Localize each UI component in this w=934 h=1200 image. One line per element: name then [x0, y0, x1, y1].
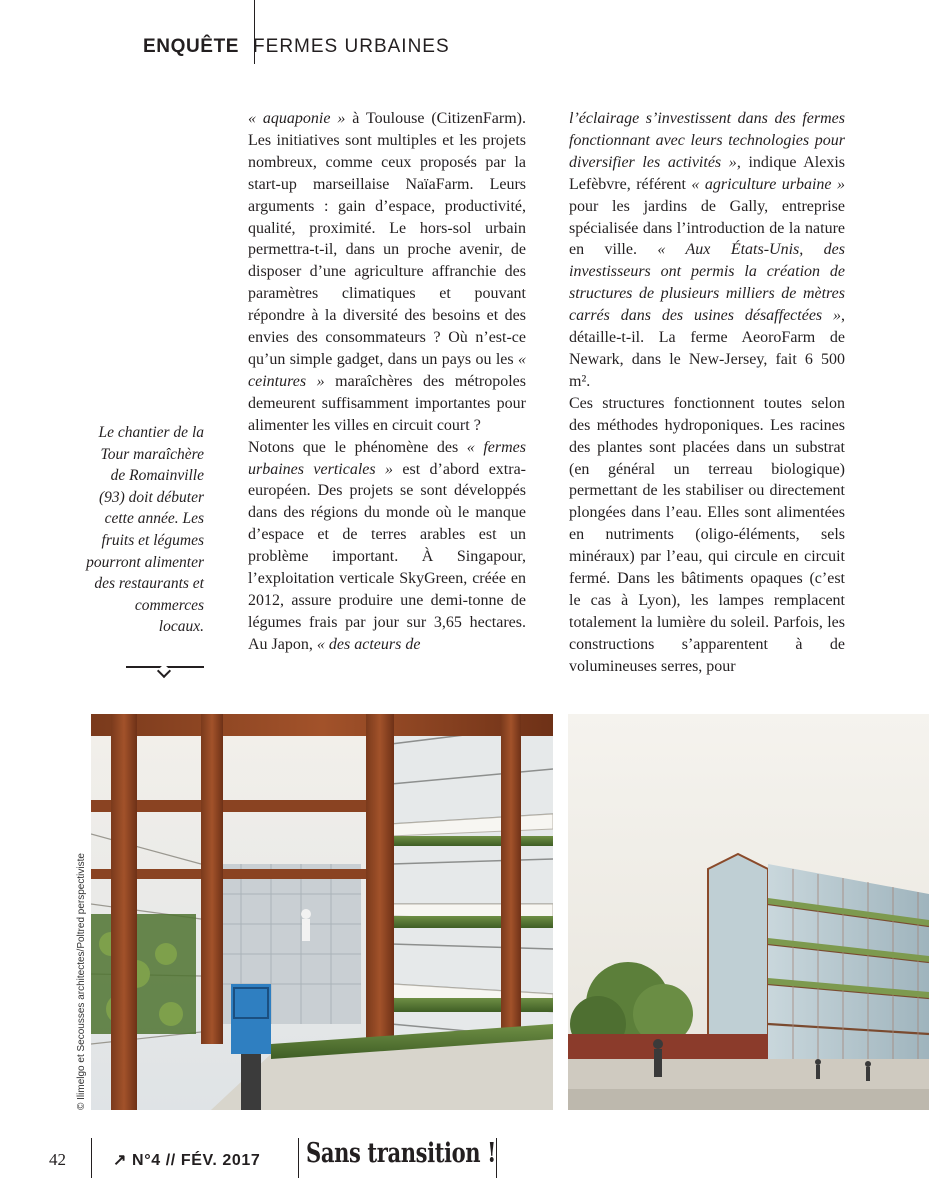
paragraph [569, 108, 845, 393]
page-header [143, 34, 450, 60]
text-run: à Toulouse (CitizenFarm). Les initiatives sont multiples et les projets nombreux, comme ceux proposés par la start-up marseillaise NaïaFarm. Leurs arguments : gain d’espace, productivité, qualité, proximité. Le hors-sol urbain permettra-t-il, dans un proche avenir, de disposer d’une agriculture affranchie des paramètres climatiques et pouvant répondre à la diversité des besoins et des envies des consommateurs ? Où n’est-ce qu’un simple gadget, dans un pays ou les [248, 110, 526, 368]
text-run: est d’abord extra-européen. Des projets se sont développés dans des régions du monde où le manque d’espace et de terres arables est un problème important. À Singapour, l’exploitation verticale SkyGreen, créée en 2012, assure produire une demi-tonne de légumes frais par jour sur 3,65 hectares. Au Japon, [248, 460, 526, 653]
issue-label: ↗ N°4 // FÉV. 2017 [113, 1152, 261, 1169]
photo-credit: © Ilimelgo et Secousses architectes/Poltred perspectiviste [76, 853, 87, 1110]
tower-exterior-photo [568, 714, 929, 1110]
footer-divider-3 [496, 1138, 497, 1178]
paragraph [569, 393, 845, 678]
italic-run: « ceintures » [248, 350, 526, 390]
italic-run: « agriculture urbaine » [691, 175, 846, 193]
footer-divider-1 [91, 1138, 92, 1178]
article-column-1 [248, 108, 526, 656]
article-column-2 [569, 108, 845, 678]
text-run: maraîchères des métropoles demeurent suffisamment importantes pour alimenter les villes en circuit court ? [248, 372, 527, 434]
text-run: , détaille-t-il. La ferme AeoroFarm de Newark, dans le New-Jersey, fait 6 500 m². [569, 307, 845, 390]
paragraph [248, 437, 526, 656]
italic-run: « aquaponie » [248, 110, 346, 127]
text-run: Notons que le phénomène des [248, 438, 467, 456]
topic-label: FERMES URBAINES [253, 36, 450, 57]
tower-interior-photo [91, 714, 553, 1110]
italic-run: « fermes urbaines verticales » [248, 438, 527, 478]
italic-run: l’éclairage s’investissent dans des fermes fonctionnant avec leurs technologies pour diversifier les activités » [569, 110, 845, 171]
photo-caption: Le chantier de la Tour maraîchère de Romainville (93) doit débuter cette année. Les fruits et légumes pourront alimenter des restaurants et commerces locaux. [86, 424, 204, 636]
italic-run: « Aux États-Unis, des investisseurs ont permis la création de structures de plusieurs milliers de mètres carrés dans des usines désaffectées » [569, 241, 846, 325]
paragraph [248, 108, 526, 437]
footer-divider-2 [298, 1138, 299, 1178]
magazine-logo: Sans transition ! [306, 1138, 497, 1169]
text-run: , indique Alexis Lefèbvre, référent [569, 153, 845, 193]
italic-run: « des acteurs de [316, 635, 421, 653]
page-number: 42 [49, 1150, 66, 1169]
text-run: Ces structures fonctionnent toutes selon des méthodes hydroponiques. Les racines des plantes sont placées dans un substrat (en général un terreau biologique) permettant de les stabiliser ou directement plongées dans l’eau. Elles sont alimentées en nutriments (oligo-éléments, sels minéraux) par l’eau, qui circule en circuit fermé. Dans les bâtiments opaques (c’est le cas à Lyon), les lampes remplacent totalement la lumière du soleil. Parfois, les constructions s’apparentent à de volumineuses serres, pour [569, 394, 845, 675]
text-run: pour les jardins de Gally, entreprise spécialisée dans l’introduction de la nature en ville. [569, 197, 845, 259]
section-label: ENQUÊTE [143, 36, 240, 57]
